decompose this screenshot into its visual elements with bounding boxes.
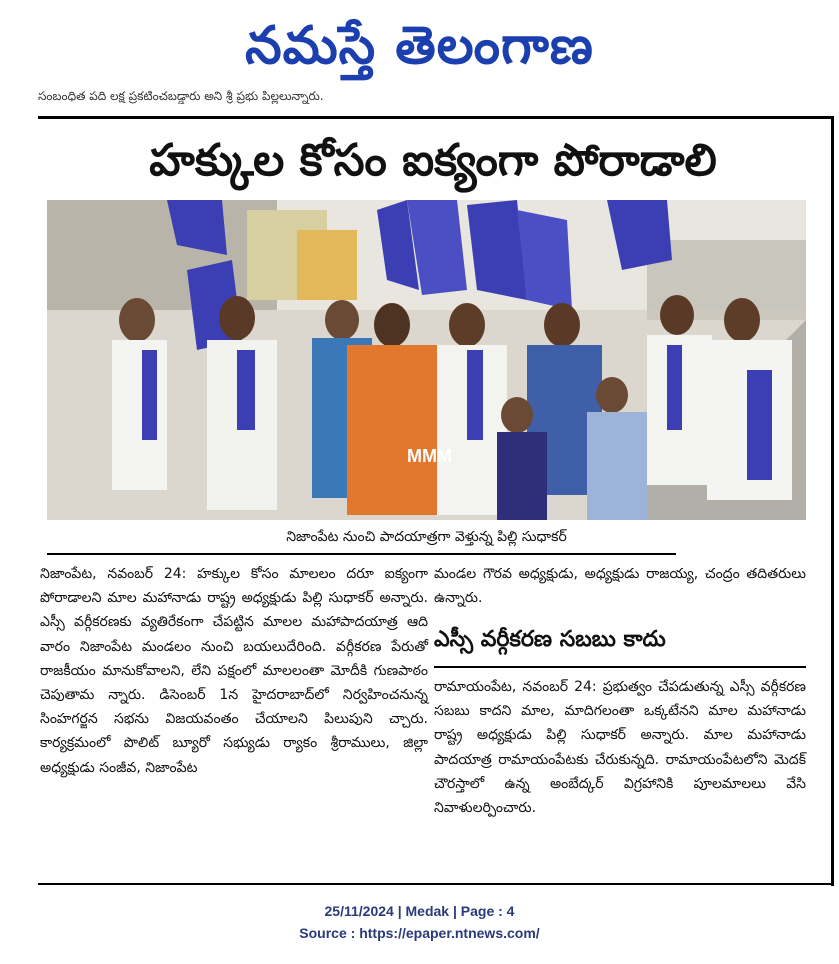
previous-article-cut-text: సంబంధిత పది లక్ష ప్రకటించబడ్డారు అని శ్రీ ప్రభు పిల్లలున్నారు. (38, 89, 324, 103)
footer-page: Page : 4 (460, 903, 515, 919)
footer-source-link[interactable]: Source : https://epaper.ntnews.com/ (299, 925, 540, 941)
article-body-left-column: నిజాంపేట, నవంబర్ 24: హక్కుల కోసం మాలలం దరూ ఐక్యంగా పోరాడాలని మాల మహానాడు రాష్ట్ర అధ్యక్షుడు పిల్లి సుధాకర్ అన్నారు. ఎస్సీ వర్గీకరణకు వ్యతిరేకంగా చేపట్టిన మాలల మహాపాదయాత్ర ఆది వారం నిజాంపేట మండలం నుంచి బయలుదేరింది. వర్గీకరణ పేరుతో రాజకీయం మానుకోవాలని, లేని పక్షంలో మాలలంతా మోదీకి గుణపాఠం చెపుతామ న్నారు. డిసెంబర్ 1న హైదరాబాద్‌లో నిర్వహించనున్న సింహగర్జన సభను విజయవంతం చేయాలని పిలుపుని చ్చారు. కార్యక్రమంలో పొలిట్ బ్యూరో సభ్యుడు ర్యాకం శ్రీరాములు, జిల్లా అధ్యక్షుడు సంజీవ, నిజాంపేట (40, 566, 428, 776)
article-frame-right (831, 116, 834, 886)
article-frame-bottom (38, 883, 834, 885)
caption-underline (47, 553, 676, 555)
article-headline: హక్కుల కోసం ఐక్యంగా పోరాడాలి (149, 135, 717, 186)
flag-text: MMM (407, 446, 452, 466)
article-frame-top (38, 116, 834, 119)
photo-caption: నిజాంపేట నుంచి పాదయాత్రగా వెళ్తున్న పిల్లి సుధాకర్ (286, 529, 567, 545)
footer-separator-2: | (452, 903, 461, 919)
footer-edition: Medak (405, 903, 450, 919)
footer-date: 25/11/2024 (324, 903, 394, 919)
article-subheadline: ఎస్సీ వర్గీకరణ సబబు కాదు (434, 627, 666, 652)
subheadline-underline (434, 666, 806, 668)
rally-photo-illustration (47, 200, 806, 520)
article-photo (47, 200, 806, 520)
footer-edition-line (0, 903, 839, 919)
photo-building-left (47, 200, 277, 310)
article-body-right-column-top: మండల గౌరవ అధ్యక్షుడు, అధ్యక్షుడు రాజయ్య, చంద్రం తదితరులు ఉన్నారు. (434, 566, 806, 607)
footer-separator-1: | (397, 903, 406, 919)
article-body-right-column-bottom: రామాయంపేట, నవంబర్ 24: ప్రభుత్వం చేపడుతున్న ఎస్సీ వర్గీకరణ సబబు కాదని మాల, మాదిగలంతా ఒక్కటేనని మాల మహానాడు రాష్ట్ర అధ్యక్షుడు పిల్లి సుధాకర్ అన్నారు. మాల మహానాడు పాదయాత్ర రామాయంపేటకు చేరుకున్నది. రామాయంపేటలోని మెదక్ చౌరస్తాలో ఉన్న అంబేద్కర్ విగ్రహానికి పూలమాలలు వేసి నివాళులర్పించారు. (434, 679, 806, 817)
masthead-logo: నమస్తే తెలంగాణ (245, 16, 594, 76)
photo-poster (297, 230, 357, 300)
